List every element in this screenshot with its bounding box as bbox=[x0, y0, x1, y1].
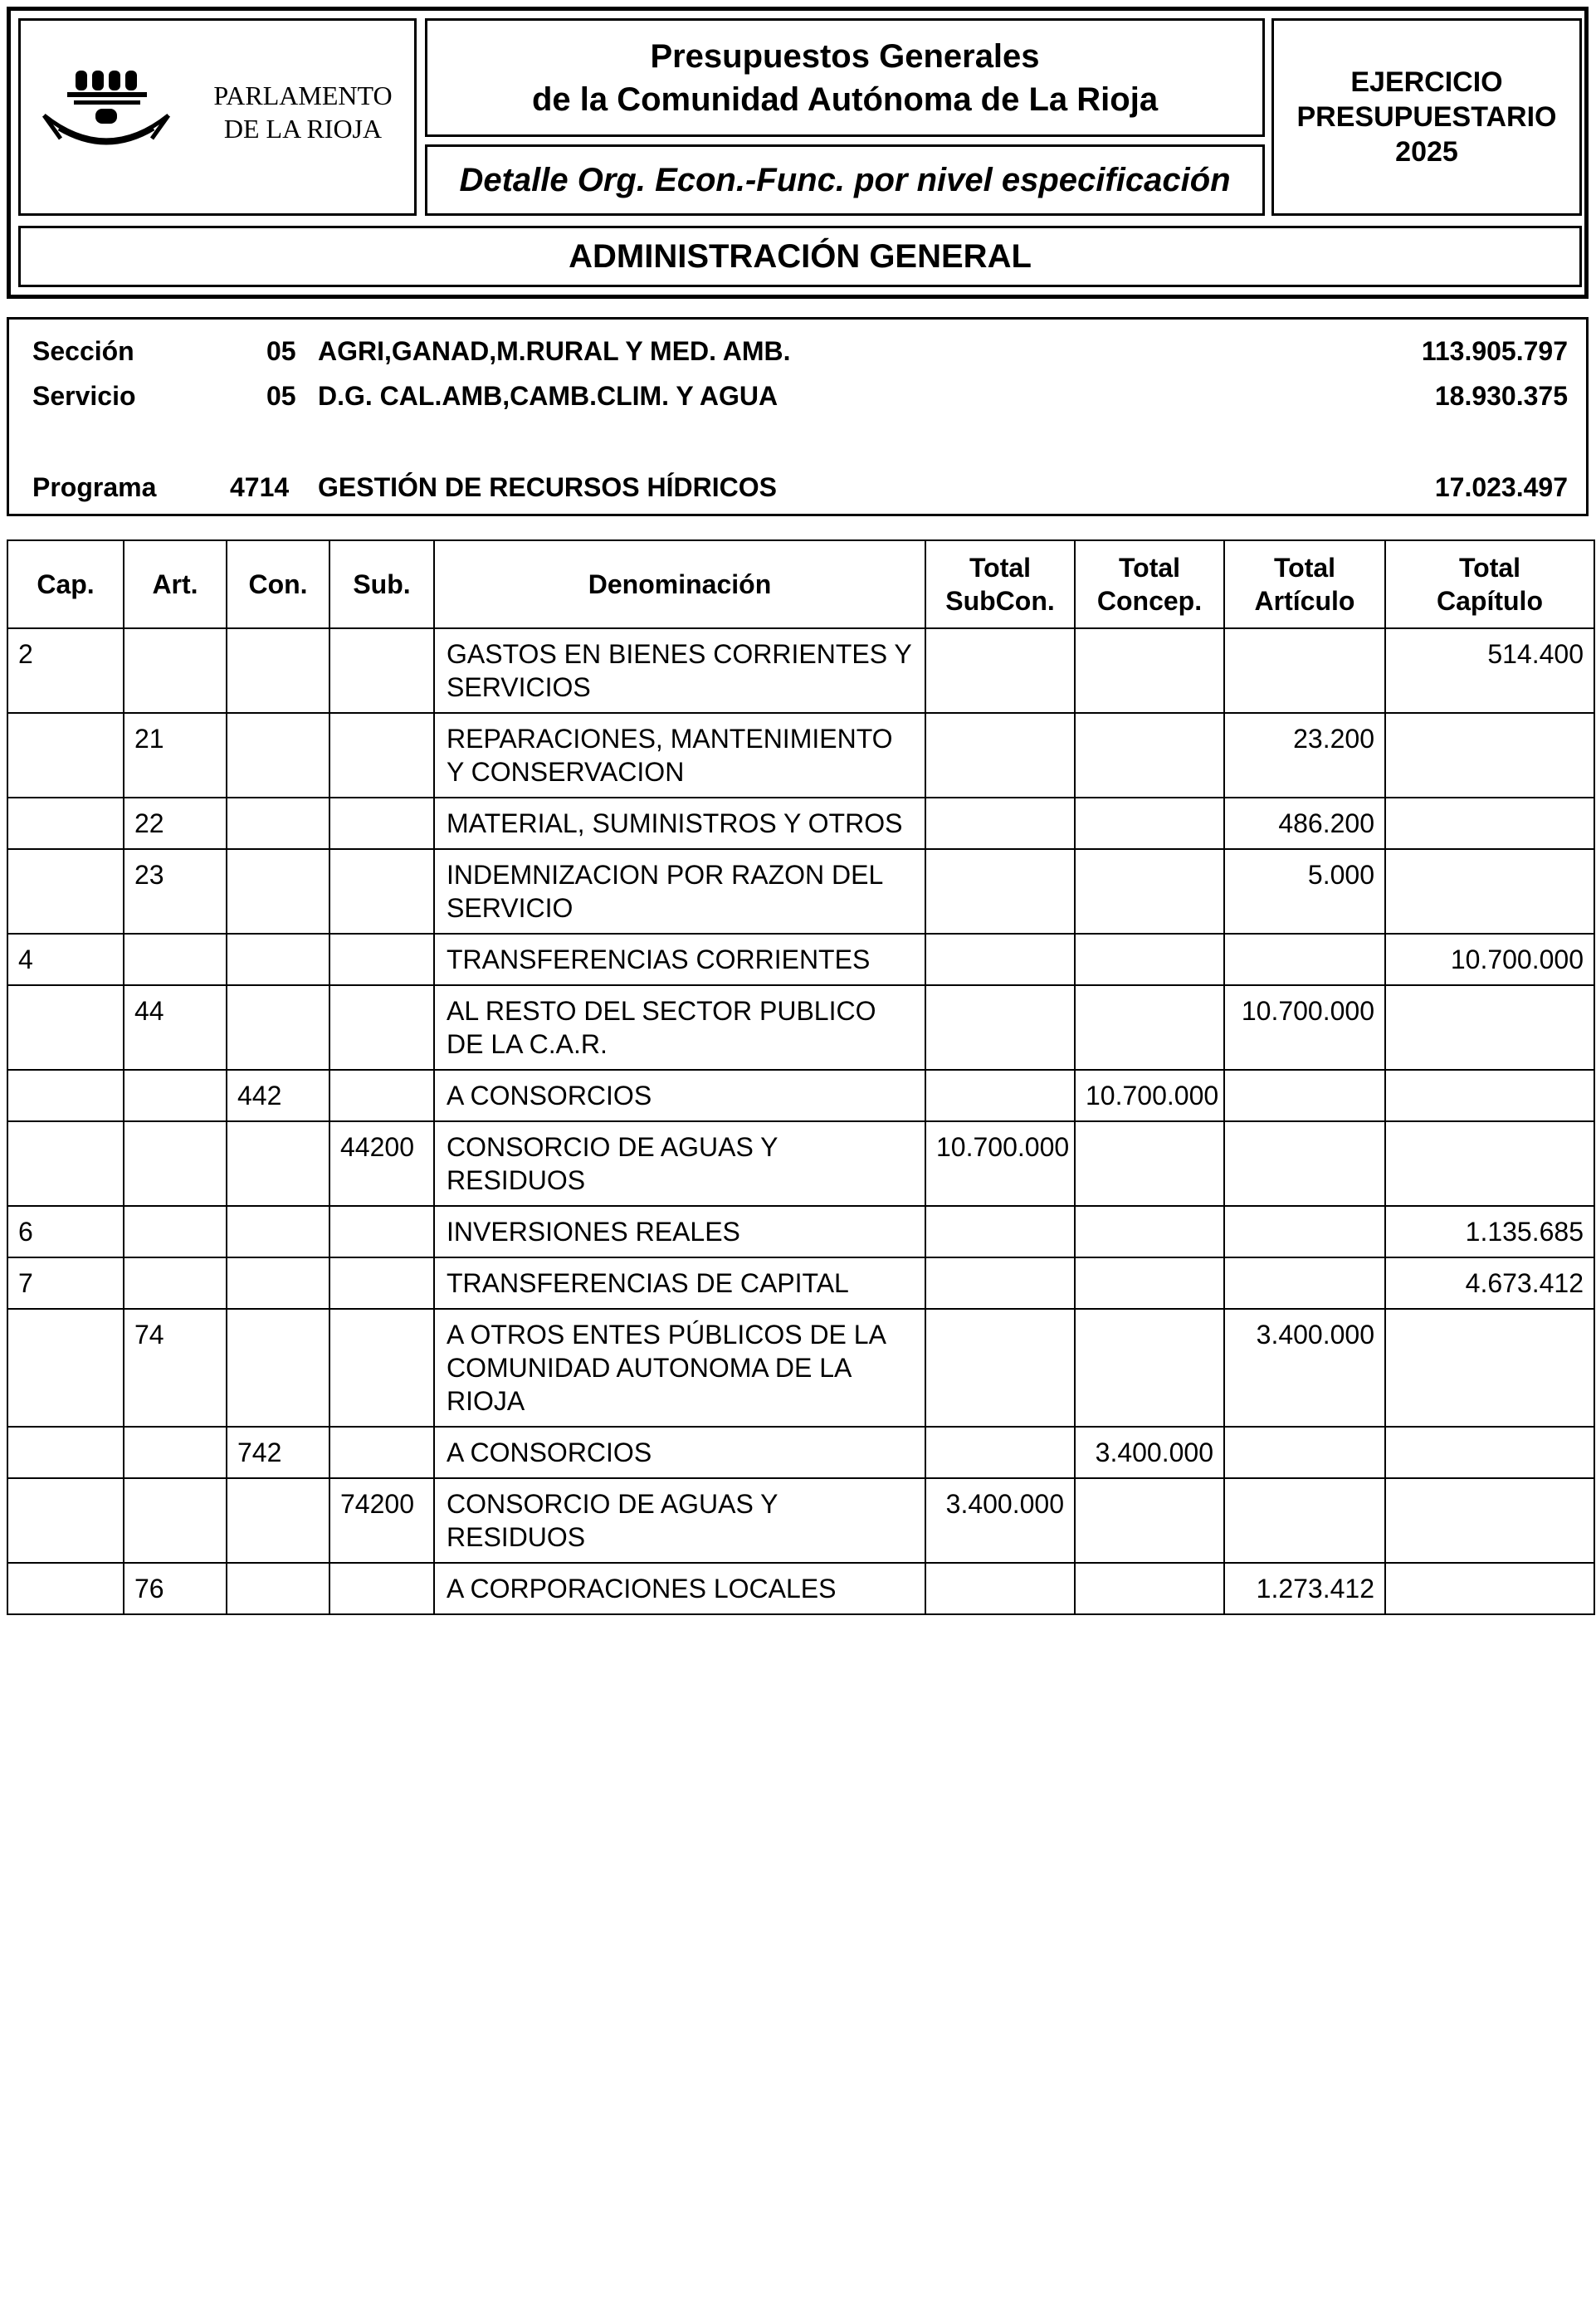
cell-total-articulo bbox=[1224, 1478, 1385, 1563]
cell-total-capitulo bbox=[1385, 1309, 1594, 1427]
table-row bbox=[7, 1121, 1594, 1206]
cell-con bbox=[227, 1206, 329, 1257]
cell-con bbox=[227, 1121, 329, 1206]
cell-total-concep bbox=[1075, 628, 1224, 713]
cell-art: 44 bbox=[124, 985, 227, 1070]
cell-denominacion: CONSORCIO DE AGUAS Y RESIDUOS bbox=[434, 1121, 925, 1206]
table-header-row bbox=[7, 540, 1594, 628]
cell-denominacion: GASTOS EN BIENES CORRIENTES Y SERVICIOS bbox=[434, 628, 925, 713]
cell-cap bbox=[7, 1070, 124, 1121]
cell-sub bbox=[329, 849, 434, 934]
cell-total-concep bbox=[1075, 985, 1224, 1070]
table-row bbox=[7, 713, 1594, 798]
cell-art bbox=[124, 1121, 227, 1206]
header-total-capitulo-line2: Capítulo bbox=[1437, 586, 1543, 616]
table-row bbox=[7, 798, 1594, 849]
cell-total-concep bbox=[1075, 1478, 1224, 1563]
cell-art: 74 bbox=[124, 1309, 227, 1427]
cell-total-concep: 3.400.000 bbox=[1075, 1427, 1224, 1478]
cell-total-articulo bbox=[1224, 1427, 1385, 1478]
cell-cap: 6 bbox=[7, 1206, 124, 1257]
cell-total-concep bbox=[1075, 798, 1224, 849]
budget-table-wrap bbox=[7, 539, 1595, 1615]
cell-con bbox=[227, 1563, 329, 1614]
cell-total-concep bbox=[1075, 1257, 1224, 1309]
cell-total-subcon bbox=[925, 1563, 1075, 1614]
cell-denominacion: TRANSFERENCIAS CORRIENTES bbox=[434, 934, 925, 985]
cell-total-subcon: 3.400.000 bbox=[925, 1478, 1075, 1563]
cell-total-capitulo bbox=[1385, 1121, 1594, 1206]
servicio-name: D.G. CAL.AMB,CAMB.CLIM. Y AGUA bbox=[318, 381, 778, 411]
cell-total-articulo bbox=[1224, 934, 1385, 985]
cell-denominacion: A CONSORCIOS bbox=[434, 1427, 925, 1478]
cell-denominacion: INVERSIONES REALES bbox=[434, 1206, 925, 1257]
table-row bbox=[7, 1206, 1594, 1257]
budget-table-body bbox=[7, 628, 1594, 1614]
ejercicio-label: EJERCICIO bbox=[1350, 66, 1503, 98]
table-row bbox=[7, 1427, 1594, 1478]
cell-total-subcon bbox=[925, 1427, 1075, 1478]
cell-total-subcon bbox=[925, 1257, 1075, 1309]
cell-total-articulo: 486.200 bbox=[1224, 798, 1385, 849]
table-row bbox=[7, 1309, 1594, 1427]
cell-art bbox=[124, 1206, 227, 1257]
cell-cap: 7 bbox=[7, 1257, 124, 1309]
cell-total-concep bbox=[1075, 1563, 1224, 1614]
ejercicio-year: 2025 bbox=[1395, 136, 1458, 168]
table-row bbox=[7, 985, 1594, 1070]
cell-total-subcon bbox=[925, 1070, 1075, 1121]
cell-con: 442 bbox=[227, 1070, 329, 1121]
cell-cap: 2 bbox=[7, 628, 124, 713]
cell-con bbox=[227, 798, 329, 849]
subtitle: Detalle Org. Econ.-Func. por nivel especificación bbox=[459, 161, 1231, 198]
cell-total-capitulo: 10.700.000 bbox=[1385, 934, 1594, 985]
cell-total-capitulo: 1.135.685 bbox=[1385, 1206, 1594, 1257]
table-row bbox=[7, 1257, 1594, 1309]
cell-total-capitulo bbox=[1385, 798, 1594, 849]
cell-con bbox=[227, 1309, 329, 1427]
cell-total-capitulo bbox=[1385, 1478, 1594, 1563]
cell-cap bbox=[7, 798, 124, 849]
cell-denominacion: A CONSORCIOS bbox=[434, 1070, 925, 1121]
cell-art bbox=[124, 1070, 227, 1121]
cell-art: 22 bbox=[124, 798, 227, 849]
cell-total-capitulo: 4.673.412 bbox=[1385, 1257, 1594, 1309]
cell-con bbox=[227, 934, 329, 985]
cell-total-articulo bbox=[1224, 1206, 1385, 1257]
cell-total-subcon bbox=[925, 934, 1075, 985]
cell-total-concep bbox=[1075, 1121, 1224, 1206]
cell-con bbox=[227, 713, 329, 798]
cell-sub: 74200 bbox=[329, 1478, 434, 1563]
cell-total-capitulo bbox=[1385, 713, 1594, 798]
cell-con bbox=[227, 849, 329, 934]
cell-total-capitulo bbox=[1385, 849, 1594, 934]
cell-art: 23 bbox=[124, 849, 227, 934]
cell-total-articulo bbox=[1224, 1257, 1385, 1309]
header-total-subcon-line2: SubCon. bbox=[945, 586, 1055, 616]
header-total-articulo-line2: Artículo bbox=[1254, 586, 1355, 616]
title-line2: de la Comunidad Autónoma de La Rioja bbox=[531, 81, 1159, 118]
table-row bbox=[7, 628, 1594, 713]
programa-amount: 17.023.497 bbox=[1434, 472, 1568, 502]
cell-denominacion: REPARACIONES, MANTENIMIENTO Y CONSERVACION bbox=[434, 713, 925, 798]
table-row bbox=[7, 1478, 1594, 1563]
presupuestario-label: PRESUPUESTARIO bbox=[1296, 101, 1557, 133]
cell-denominacion: CONSORCIO DE AGUAS Y RESIDUOS bbox=[434, 1478, 925, 1563]
ejercicio-box bbox=[1271, 18, 1582, 216]
cell-cap bbox=[7, 849, 124, 934]
cell-art bbox=[124, 1257, 227, 1309]
cell-con bbox=[227, 1257, 329, 1309]
cell-total-concep: 10.700.000 bbox=[1075, 1070, 1224, 1121]
cell-sub bbox=[329, 1563, 434, 1614]
cell-total-articulo: 5.000 bbox=[1224, 849, 1385, 934]
cell-total-subcon bbox=[925, 1309, 1075, 1427]
cell-total-capitulo bbox=[1385, 1070, 1594, 1121]
cell-sub bbox=[329, 1206, 434, 1257]
cell-total-articulo: 10.700.000 bbox=[1224, 985, 1385, 1070]
cell-con bbox=[227, 628, 329, 713]
cell-total-articulo: 3.400.000 bbox=[1224, 1309, 1385, 1427]
cell-total-concep bbox=[1075, 713, 1224, 798]
cell-art bbox=[124, 1427, 227, 1478]
table-row bbox=[7, 849, 1594, 934]
cell-art bbox=[124, 1478, 227, 1563]
logo-box bbox=[18, 18, 417, 216]
cell-total-concep bbox=[1075, 934, 1224, 985]
cell-sub bbox=[329, 1070, 434, 1121]
budget-table bbox=[7, 539, 1595, 1615]
cell-art: 76 bbox=[124, 1563, 227, 1614]
seccion-label: Sección bbox=[32, 336, 134, 366]
cell-cap bbox=[7, 713, 124, 798]
cell-cap bbox=[7, 1427, 124, 1478]
cell-sub bbox=[329, 1257, 434, 1309]
cell-total-capitulo bbox=[1385, 1563, 1594, 1614]
cell-denominacion: MATERIAL, SUMINISTROS Y OTROS bbox=[434, 798, 925, 849]
header-cap: Cap. bbox=[7, 540, 124, 628]
cell-art bbox=[124, 934, 227, 985]
cell-total-capitulo bbox=[1385, 985, 1594, 1070]
cell-total-subcon bbox=[925, 1206, 1075, 1257]
cell-denominacion: AL RESTO DEL SECTOR PUBLICO DE LA C.A.R. bbox=[434, 985, 925, 1070]
cell-denominacion: TRANSFERENCIAS DE CAPITAL bbox=[434, 1257, 925, 1309]
header-total-subcon bbox=[925, 540, 1075, 628]
servicio-amount: 18.930.375 bbox=[1434, 381, 1568, 411]
seccion-amount: 113.905.797 bbox=[1421, 336, 1568, 366]
cell-sub bbox=[329, 985, 434, 1070]
cell-total-concep bbox=[1075, 1309, 1224, 1427]
table-row bbox=[7, 1070, 1594, 1121]
cell-cap bbox=[7, 985, 124, 1070]
cell-con bbox=[227, 1478, 329, 1563]
cell-sub bbox=[329, 628, 434, 713]
cell-sub bbox=[329, 798, 434, 849]
cell-total-concep bbox=[1075, 1206, 1224, 1257]
title-box bbox=[425, 18, 1265, 137]
cell-total-articulo bbox=[1224, 1070, 1385, 1121]
cell-cap bbox=[7, 1309, 124, 1427]
admin-box bbox=[18, 226, 1582, 287]
cell-total-capitulo: 514.400 bbox=[1385, 628, 1594, 713]
cell-denominacion: INDEMNIZACION POR RAZON DEL SERVICIO bbox=[434, 849, 925, 934]
cell-cap bbox=[7, 1563, 124, 1614]
header-total-capitulo bbox=[1385, 540, 1594, 628]
cell-cap: 4 bbox=[7, 934, 124, 985]
header-con: Con. bbox=[227, 540, 329, 628]
cell-total-capitulo bbox=[1385, 1427, 1594, 1478]
programa-name: GESTIÓN DE RECURSOS HÍDRICOS bbox=[318, 472, 777, 502]
header-total-concep-line2: Concep. bbox=[1096, 586, 1203, 616]
table-row bbox=[7, 1563, 1594, 1614]
cell-total-articulo bbox=[1224, 1121, 1385, 1206]
programa-label: Programa bbox=[32, 472, 157, 502]
cell-sub bbox=[329, 1427, 434, 1478]
cell-total-subcon: 10.700.000 bbox=[925, 1121, 1075, 1206]
logo-text-line1: PARLAMENTO bbox=[213, 81, 393, 110]
cell-total-articulo: 23.200 bbox=[1224, 713, 1385, 798]
cell-total-concep bbox=[1075, 849, 1224, 934]
cell-total-articulo: 1.273.412 bbox=[1224, 1563, 1385, 1614]
cell-cap bbox=[7, 1478, 124, 1563]
header-denominacion: Denominación bbox=[434, 540, 925, 628]
parliament-logo-icon bbox=[27, 59, 185, 175]
info-box bbox=[7, 317, 1589, 516]
cell-total-subcon bbox=[925, 713, 1075, 798]
seccion-name: AGRI,GANAD,M.RURAL Y MED. AMB. bbox=[318, 336, 791, 366]
table-row bbox=[7, 934, 1594, 985]
cell-total-articulo bbox=[1224, 628, 1385, 713]
title-line1: Presupuestos Generales bbox=[650, 37, 1040, 75]
cell-art bbox=[124, 628, 227, 713]
cell-cap bbox=[7, 1121, 124, 1206]
cell-art: 21 bbox=[124, 713, 227, 798]
admin-title: ADMINISTRACIÓN GENERAL bbox=[569, 237, 1032, 275]
header-total-articulo-line1: Total bbox=[1273, 553, 1336, 583]
header-total-articulo bbox=[1224, 540, 1385, 628]
cell-total-subcon bbox=[925, 798, 1075, 849]
cell-denominacion: A CORPORACIONES LOCALES bbox=[434, 1563, 925, 1614]
programa-code: 4714 bbox=[230, 472, 290, 502]
header-total-concep bbox=[1075, 540, 1224, 628]
header-total-concep-line1: Total bbox=[1118, 553, 1181, 583]
cell-con: 742 bbox=[227, 1427, 329, 1478]
header-total-capitulo-line1: Total bbox=[1458, 553, 1521, 583]
servicio-label: Servicio bbox=[32, 381, 136, 411]
subtitle-box bbox=[425, 144, 1265, 216]
cell-sub bbox=[329, 713, 434, 798]
header-total-subcon-line1: Total bbox=[969, 553, 1032, 583]
cell-denominacion: A OTROS ENTES PÚBLICOS DE LA COMUNIDAD AUTONOMA DE LA RIOJA bbox=[434, 1309, 925, 1427]
cell-sub: 44200 bbox=[329, 1121, 434, 1206]
seccion-code: 05 bbox=[266, 336, 296, 366]
cell-sub bbox=[329, 934, 434, 985]
cell-total-subcon bbox=[925, 849, 1075, 934]
cell-total-subcon bbox=[925, 628, 1075, 713]
cell-con bbox=[227, 985, 329, 1070]
servicio-code: 05 bbox=[266, 381, 296, 411]
logo-text-line2: DE LA RIOJA bbox=[223, 114, 383, 144]
cell-sub bbox=[329, 1309, 434, 1427]
header-art: Art. bbox=[124, 540, 227, 628]
cell-total-subcon bbox=[925, 985, 1075, 1070]
header-sub: Sub. bbox=[329, 540, 434, 628]
